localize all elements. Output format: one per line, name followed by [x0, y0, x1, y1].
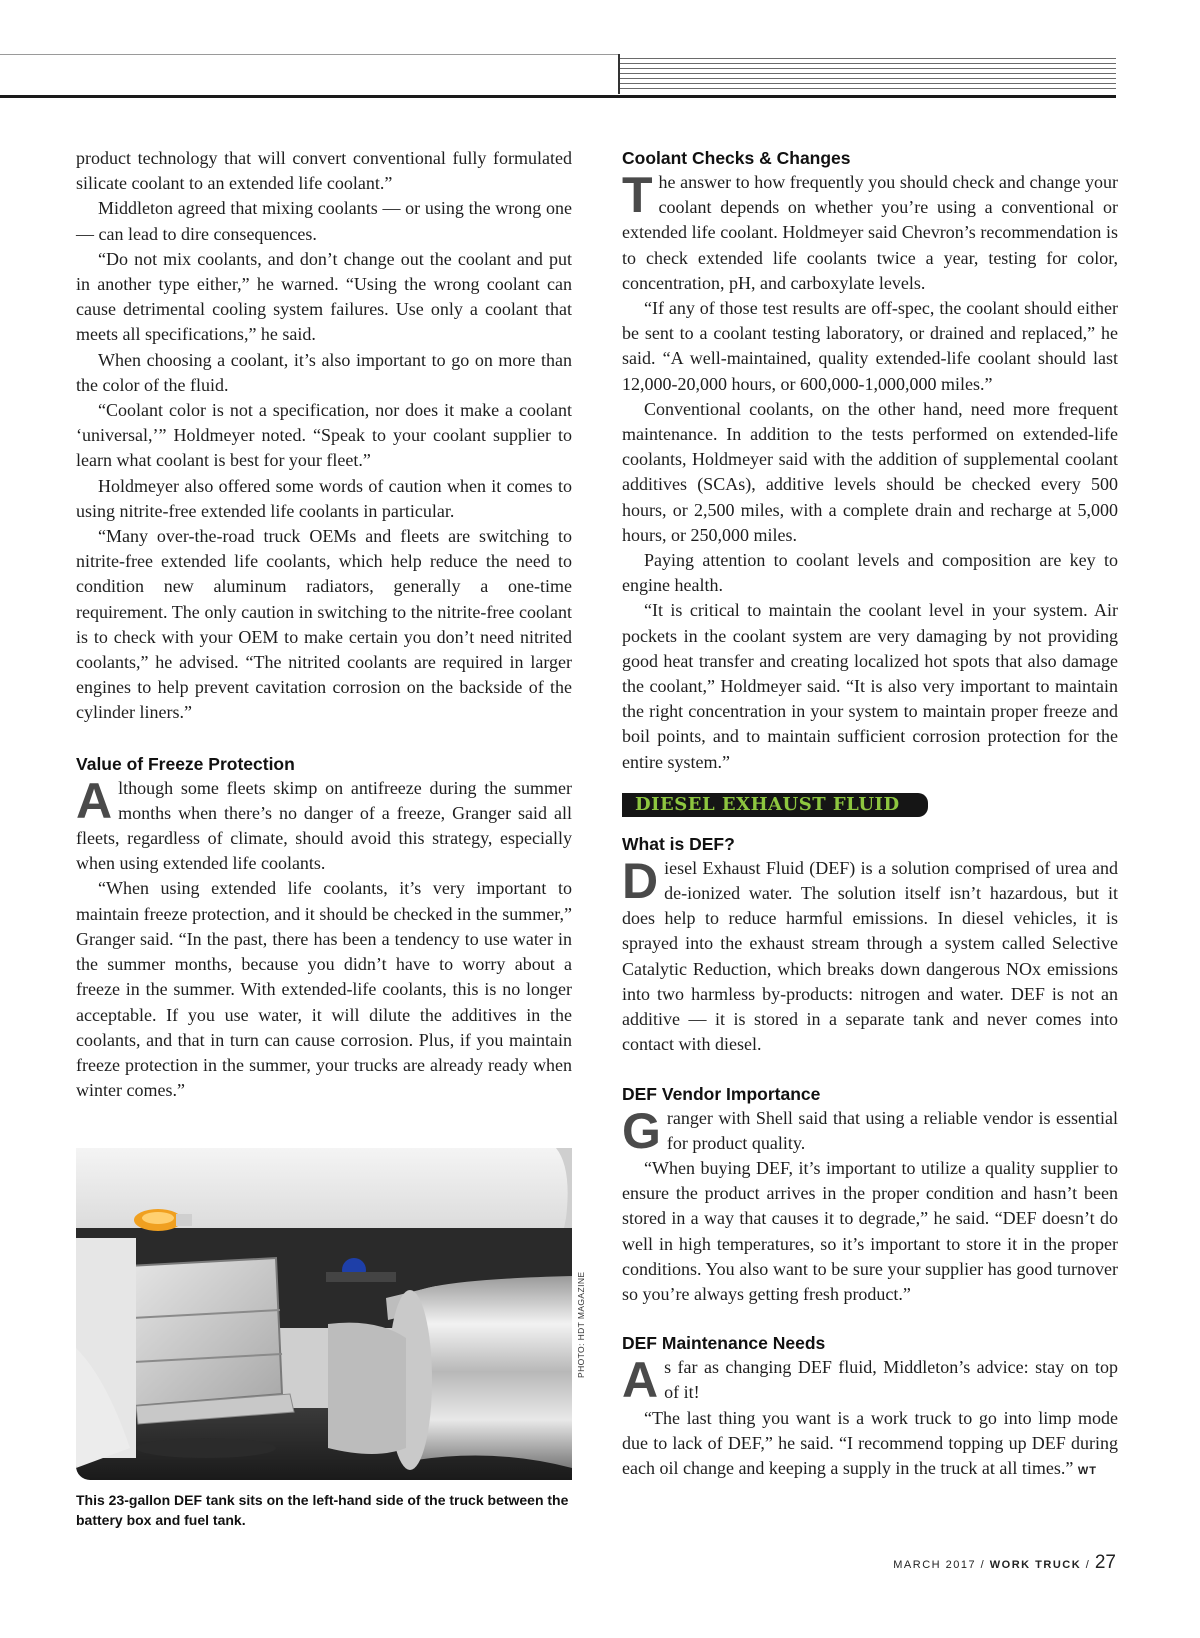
- body-paragraph: “When buying DEF, it’s important to utilize a quality supplier to ensure the product arrives in the proper condition and hasn’t been stored in a way that causes it to degrade,” he said. “DEF doesn’t do well in high temperatures, so it’s important to store it in the proper conditions. You also want to be sure your supplier has good turnover so you’re always getting fresh product.”: [622, 1157, 1118, 1304]
- paragraph-text: lthough some fleets skimp on antifreeze during the summer months when there’s no danger of a freeze, Granger said all fleets, regardless of climate, should avoid this strategy, especially when using extended life coolants.: [76, 777, 572, 874]
- end-mark: WT: [1077, 1464, 1097, 1477]
- body-paragraph: [622, 1406, 1118, 1485]
- header-divider: [618, 54, 620, 94]
- subheading-what-is-def: What is DEF?: [622, 833, 735, 854]
- body-paragraph: “If any of those test results are off-spec, the coolant should either be sent to a coolant testing laboratory, or drained and replaced,” he said. “A well-maintained, quality extended-life coolant should last 12,000-20,000 hours, or 600,000-1,000,000 miles.”: [622, 298, 1118, 394]
- body-paragraph: When choosing a coolant, it’s also important to go on more than the color of the fluid.: [76, 349, 572, 395]
- header-rule-top: [0, 54, 620, 55]
- body-paragraph: “Do not mix coolants, and don’t change out the coolant and put in another type either,” he warned. “Using the wrong coolant can cause detrimental cooling system failures. Use only a coolant that meets all specifications,” he said.: [76, 248, 572, 345]
- left-column: [76, 146, 572, 1103]
- issue-date: MARCH 2017: [893, 1559, 977, 1571]
- section-banner-def: [622, 793, 928, 817]
- folio-separator: /: [976, 1559, 990, 1571]
- drop-cap: A: [622, 1352, 659, 1409]
- paragraph-text: he answer to how frequently you should check and change your coolant depends on whether you’re using a conventional or extended life coolant. Holdmeyer said Chevron’s recommendation is to check extended life coolants twice a year, testing for color, concentration, pH, and carboxylate levels.: [622, 172, 1118, 293]
- body-paragraph: [622, 1102, 1118, 1159]
- right-column: [622, 146, 1118, 1484]
- header-rule-bottom: [0, 95, 1116, 98]
- body-paragraph: “When using extended life coolants, it’s very important to maintain freeze protection, and it should be checked in the summer,” Granger said. “In the past, there has been a tendency to use water in the summer months, because you didn’t have to worry about a freeze in the summer. With extended-life coolants, this is no longer acceptable. If you use water, it will dilute the additives in the coolants, and that in turn can cause corrosion. Plus, if you maintain freeze protection in the summer, your trucks are already ready when winter comes.”: [76, 878, 572, 1101]
- body-paragraph: Paying attention to coolant levels and composition are key to engine health.: [622, 550, 1118, 596]
- paragraph-text: s far as changing DEF fluid, Middleton’s advice: stay on top of it!: [664, 1357, 1118, 1403]
- body-paragraph: “It is critical to maintain the coolant level in your system. Air pockets in the coolant system are very damaging by not providing good heat transfer and creating localized hot spots that also damage the coolant,” Holdmeyer said. “It is also very important to maintain the right concentration in your system to maintain proper freeze and boil points, and to maintain sufficient corrosion protection for the entire system.”: [622, 600, 1118, 772]
- drop-cap: A: [76, 772, 113, 829]
- body-paragraph: Middleton agreed that mixing coolants — or using the wrong one — can lead to dire consequences.: [76, 198, 572, 244]
- subheading-def-maintenance: DEF Maintenance Needs: [622, 1333, 826, 1354]
- body-paragraph: [622, 852, 1118, 1058]
- page-folio: [893, 1552, 1116, 1574]
- drop-cap: D: [622, 852, 659, 909]
- body-paragraph: Conventional coolants, on the other hand, need more frequent maintenance. In addition to the tests performed on extended-life coolants, Holdmeyer said with the addition of supplemental coolant additives (SCAs), additive levels should be checked every 500 hours, or 2,500 miles, with a complete drain and recharge at 5,000 hours, or 250,000 miles.: [622, 398, 1118, 545]
- paragraph-text: ranger with Shell said that using a reliable vendor is essential for product quality.: [666, 1107, 1118, 1153]
- folio-separator: /: [1081, 1559, 1095, 1571]
- body-paragraph: “Many over-the-road truck OEMs and fleets are switching to nitrite-free extended life coolants, which help reduce the need to condition new aluminum radiators, generally a one-time requirement. The only caution in switching to the nitrite-free coolant is to check with your OEM to make certain you don’t need nitrited coolants,” he advised. “The nitrited coolants are required in larger engines to help prevent cavitation corrosion on the backside of the cylinder liners.”: [76, 526, 572, 723]
- drop-cap: T: [622, 167, 653, 223]
- page-number: 27: [1094, 1552, 1116, 1573]
- drop-cap: G: [622, 1102, 661, 1159]
- body-paragraph: [76, 772, 572, 877]
- header-stripes: [620, 54, 1116, 92]
- photo-caption: This 23-gallon DEF tank sits on the left-hand side of the truck between the battery box and fuel tank.: [76, 1492, 569, 1528]
- paragraph-text: “The last thing you want is a work truck to go into limp mode due to lack of DEF,” he said. “I recommend topping up DEF during each oil change and keeping a supply in the truck at all times.”: [622, 1407, 1118, 1478]
- body-paragraph: [622, 167, 1118, 296]
- paragraph-text: iesel Exhaust Fluid (DEF) is a solution comprised of urea and de-ionized water. The solution itself isn’t hazardous, but it does help to reduce harmful emissions. In diesel vehicles, it is sprayed into the exhaust stream through a system called Selective Catalytic Reduction, which breaks down dangerous NOx emissions into two harmless by-products: nitrogen and water. DEF is not an additive — it is stored in a separate tank and never comes into contact with diesel.: [622, 857, 1118, 1055]
- body-paragraph: Holdmeyer also offered some words of caution when it comes to using nitrite-free extended life coolants in particular.: [76, 475, 572, 521]
- body-paragraph: product technology that will convert conventional fully formulated silicate coolant to an extended life coolant.”: [76, 148, 572, 194]
- body-paragraph: “Coolant color is not a specification, nor does it make a coolant ‘universal,’” Holdmeyer noted. “Speak to your coolant supplier to learn what coolant is best for your fleet.”: [76, 400, 572, 471]
- magazine-name: WORK TRUCK: [989, 1559, 1082, 1571]
- truck-def-tank-photo: [76, 1148, 572, 1480]
- body-paragraph: [622, 1352, 1118, 1409]
- photo-credit: PHOTO: HDT MAGAZINE: [576, 1271, 586, 1378]
- subheading-freeze-protection: Value of Freeze Protection: [76, 753, 295, 774]
- subheading-coolant-checks: Coolant Checks & Changes: [622, 148, 851, 168]
- section-banner-label: DIESEL EXHAUST FLUID: [635, 793, 900, 815]
- subheading-def-vendor: DEF Vendor Importance: [622, 1083, 821, 1104]
